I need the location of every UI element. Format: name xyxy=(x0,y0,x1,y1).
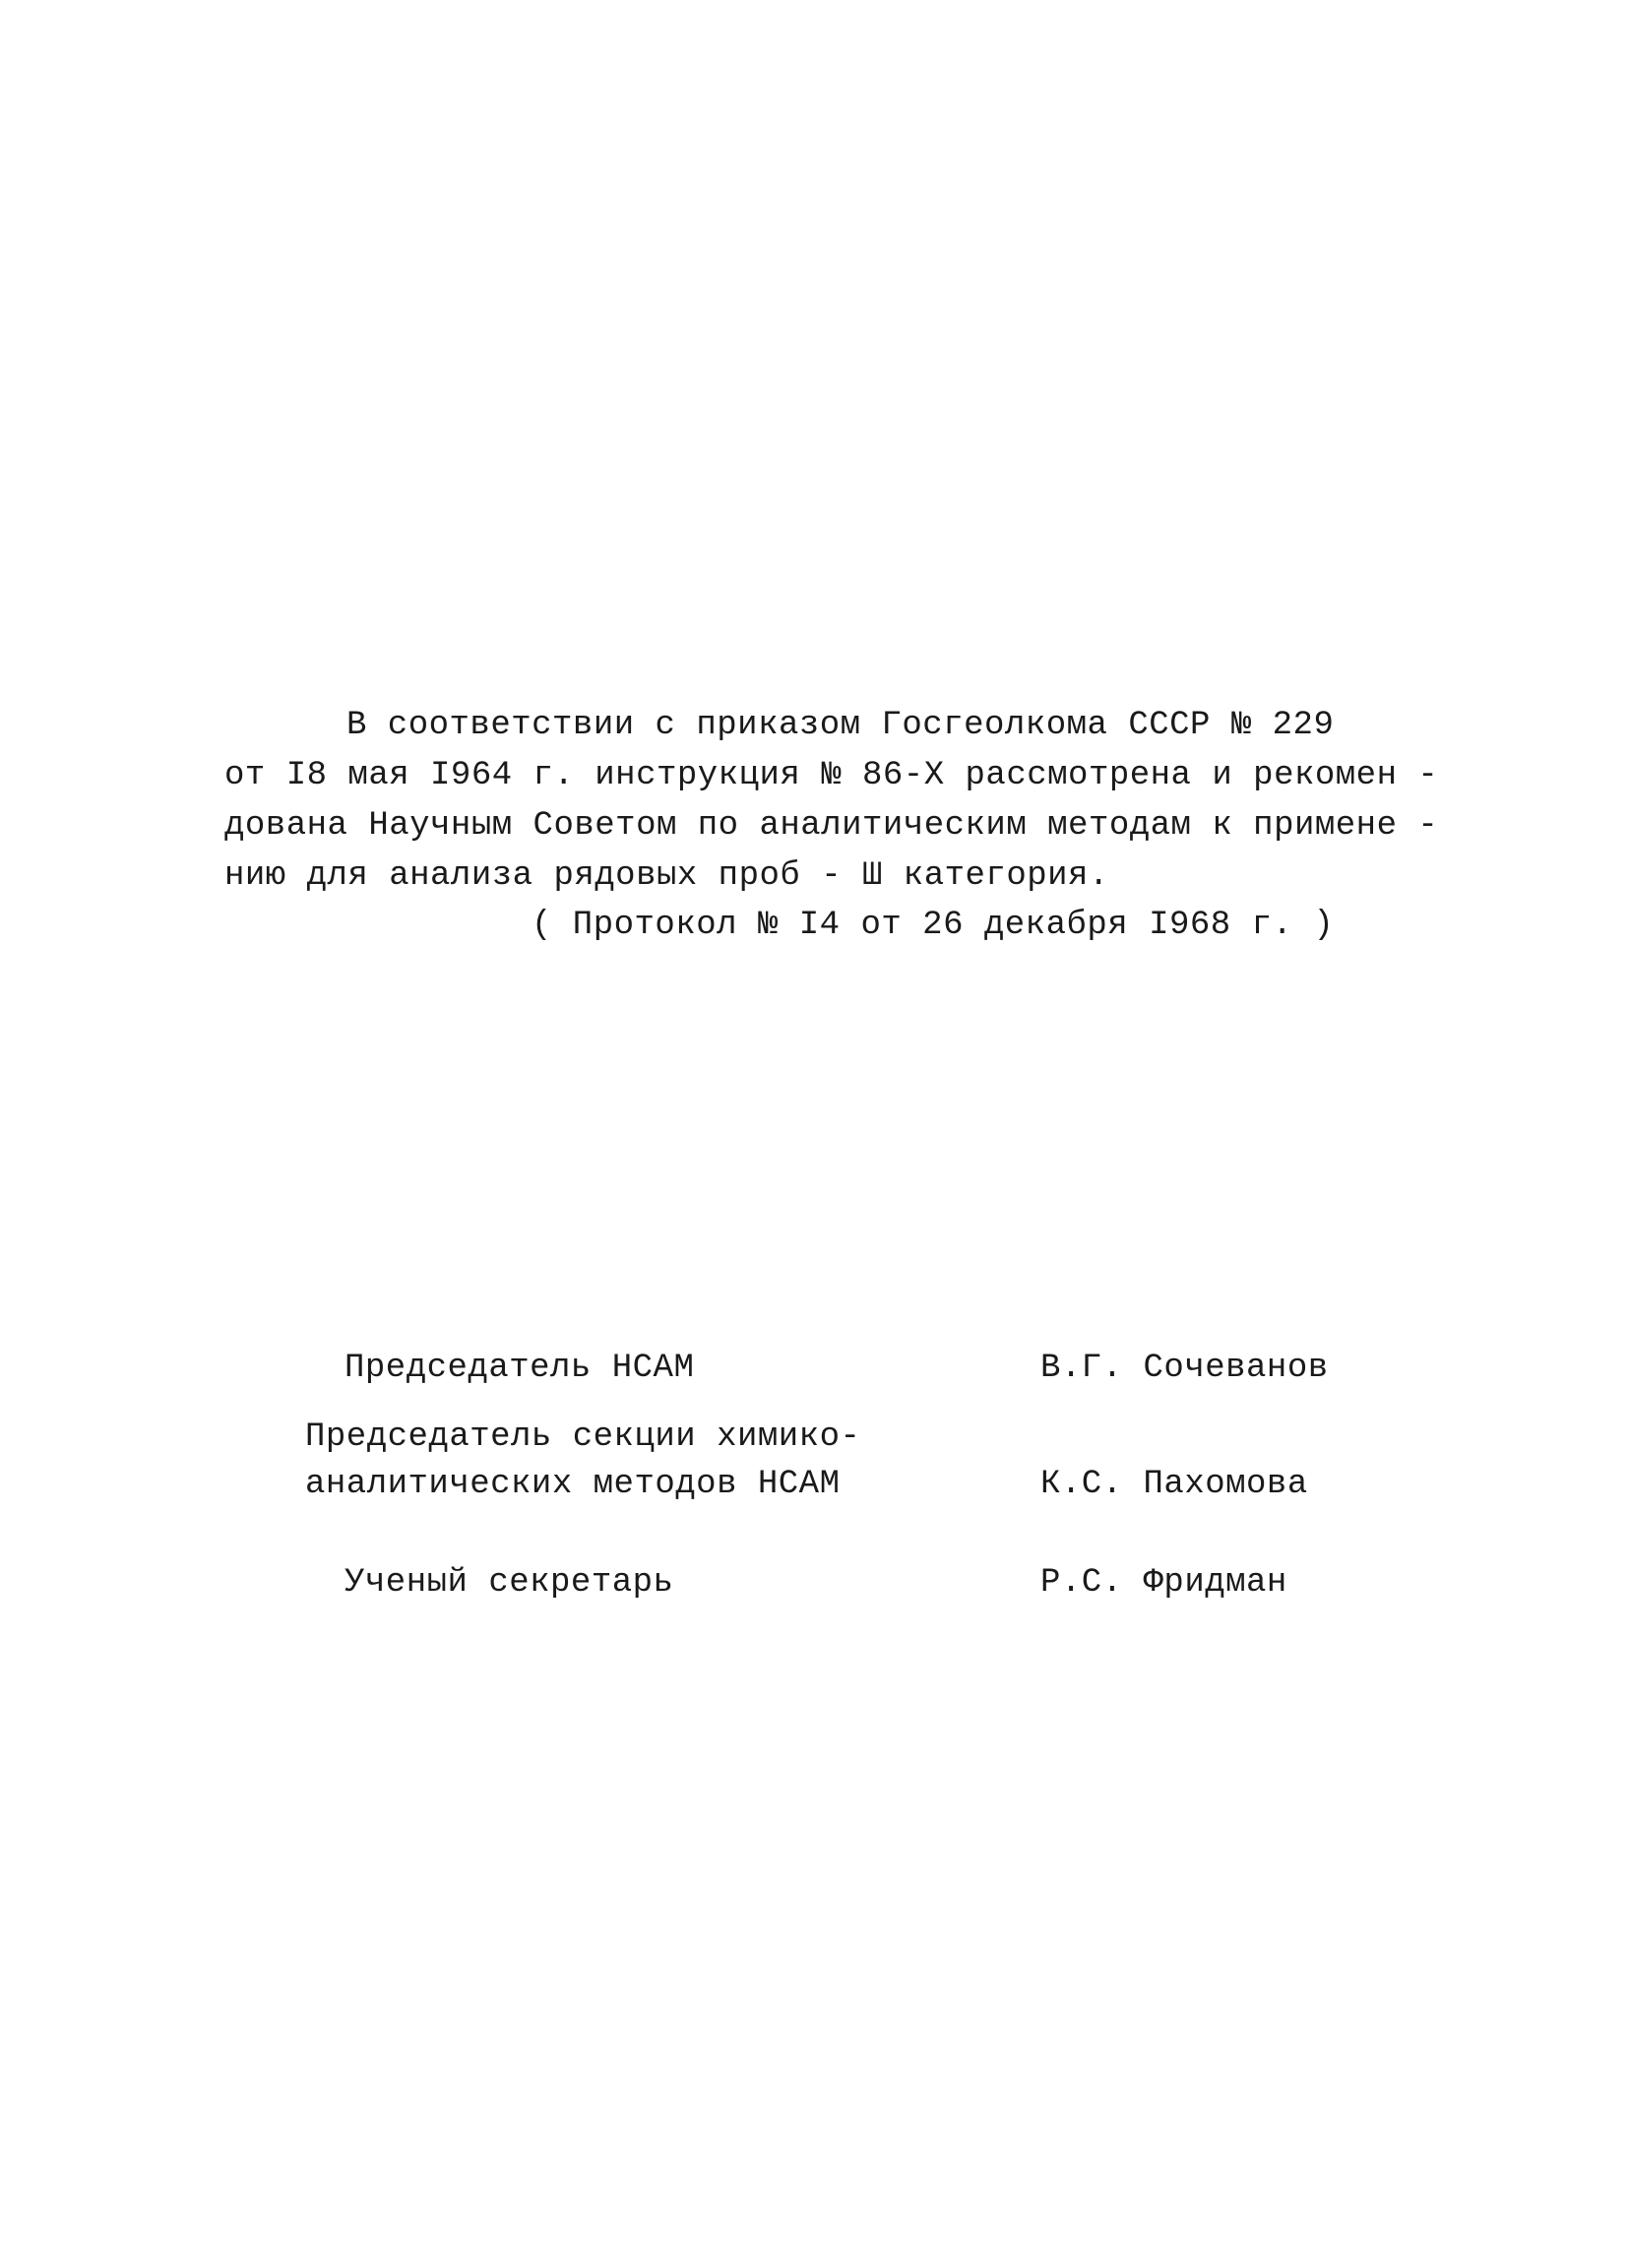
approval-line-3: дована Научным Советом по аналитическим методам к применe - xyxy=(224,807,1439,845)
protocol-reference: ( Протокол № I4 от 26 декабря I968 г. ) xyxy=(532,907,1335,944)
approval-line-1: В соответствии с приказом Госгеолкома СССР № 229 xyxy=(346,707,1335,744)
signatory-role-section-chair-line-2: аналитических методов НСАМ xyxy=(305,1466,841,1503)
signatory-name-secretary: Р.С. Фридман xyxy=(1040,1564,1287,1602)
approval-line-4: нию для анализа рядовых проб - Ш категория. xyxy=(224,857,1109,895)
signatory-role-chairman: Председатель НСАМ xyxy=(344,1350,695,1387)
signatory-role-secretary: Ученый секретарь xyxy=(344,1564,674,1602)
signatory-name-chairman: В.Г. Сочеванов xyxy=(1040,1350,1329,1387)
approval-line-2: от I8 мая I964 г. инструкция № 86-Х рассмотрена и рекомен - xyxy=(224,757,1439,794)
signatory-name-section-chair: К.С. Пахомова xyxy=(1040,1466,1308,1503)
signatory-role-section-chair-line-1: Председатель секции химико- xyxy=(305,1418,861,1456)
